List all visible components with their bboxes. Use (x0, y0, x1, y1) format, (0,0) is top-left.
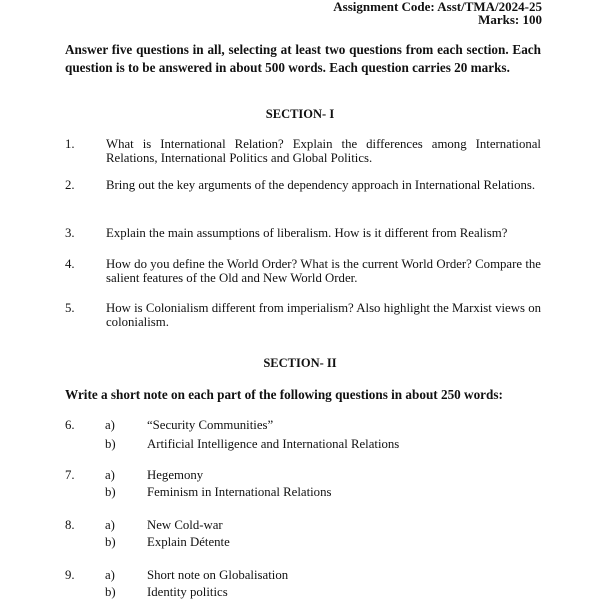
question-text: How do you define the World Order? What is the current World Order? Compare the salient features of the Old and New World Order. (106, 257, 541, 285)
part-text: Feminism in International Relations (147, 485, 332, 499)
section-2-title: SECTION- II (263, 356, 337, 370)
question-number: 6. (65, 418, 75, 432)
question-text: How is Colonialism different from imperialism? Also highlight the Marxist views on colonialism. (106, 301, 541, 329)
part-label: b) (105, 485, 116, 499)
part-label: b) (105, 585, 116, 599)
part-label: a) (105, 568, 115, 582)
question-number: 1. (65, 137, 75, 151)
question-number: 2. (65, 178, 75, 192)
general-instructions: Answer five questions in all, selecting at least two questions from each section. Each question is to be answered in about 500 words. Each question carries 20 marks. (65, 42, 541, 75)
part-label: b) (105, 535, 116, 549)
question-number: 3. (65, 226, 75, 240)
part-text: “Security Communities” (147, 418, 274, 432)
question-number: 5. (65, 301, 75, 315)
question-number: 4. (65, 257, 75, 271)
assignment-code: Assignment Code: Asst/TMA/2024-25 (333, 0, 542, 14)
part-text: Short note on Globalisation (147, 568, 289, 582)
section-1-title: SECTION- I (265, 107, 335, 121)
question-number: 8. (65, 518, 75, 532)
section-2-instruction: Write a short note on each part of the following questions in about 250 words: (65, 387, 503, 402)
question-text: Explain the main assumptions of liberalism. How is it different from Realism? (106, 226, 508, 240)
question-text: Bring out the key arguments of the dependency approach in International Relations. (106, 178, 536, 192)
part-label: a) (105, 418, 115, 432)
part-text: Identity politics (147, 585, 228, 599)
part-label: b) (105, 437, 116, 451)
part-text: Explain Détente (147, 535, 230, 549)
total-marks: Marks: 100 (478, 12, 542, 27)
part-label: a) (105, 468, 115, 482)
part-text: Hegemony (147, 468, 204, 482)
part-label: a) (105, 518, 115, 532)
question-number: 9. (65, 568, 75, 582)
question-number: 7. (65, 468, 75, 482)
part-text: Artificial Intelligence and International Relations (147, 437, 400, 451)
part-text: New Cold-war (147, 518, 223, 532)
question-text: What is International Relation? Explain the differences among International Relations, International Politics and Global Politics. (106, 137, 541, 165)
